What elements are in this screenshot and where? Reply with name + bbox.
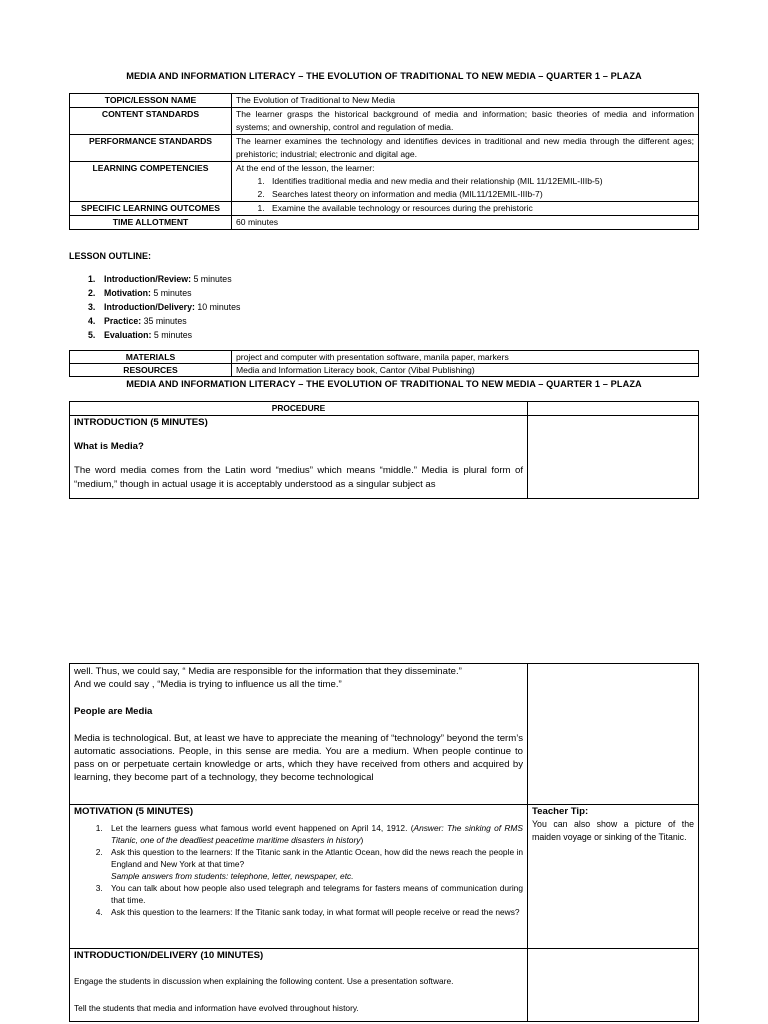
table-row [70, 135, 699, 162]
table-row [70, 216, 699, 230]
document-title: MEDIA AND INFORMATION LITERACY – THE EVOLUTION OF TRADITIONAL TO NEW MEDIA – QUARTER 1 – PLAZA [126, 71, 642, 81]
learning-outcomes-value [232, 202, 699, 216]
content-standards-value: The learner grasps the historical background of media and information; basic theories of media and information systems; and ownership, control and regulation of media. [232, 108, 699, 135]
lesson-outline-list [88, 272, 240, 342]
delivery-cell [70, 949, 528, 1022]
list-item: 2. Motivation: 5 minutes [88, 288, 192, 298]
learning-competencies-label: LEARNING COMPETENCIES [70, 162, 232, 202]
continued-line: And we could say , “Media is trying to influence us all the time.” [74, 679, 342, 690]
table-row [70, 108, 699, 135]
resources-label: RESOURCES [70, 364, 232, 377]
list-item: 4. Practice: 35 minutes [88, 316, 187, 326]
time-allotment-label: TIME ALLOTMENT [70, 216, 232, 230]
table-row [70, 664, 699, 805]
continued-line: well. Thus, we could say, “ Media are responsible for the information that they disseminate.” [74, 666, 462, 677]
competencies-intro: At the end of the lesson, the learner: [236, 163, 375, 173]
table-row [70, 162, 699, 202]
motivation-list [74, 822, 523, 918]
procedure-table [69, 401, 699, 499]
table-row [70, 805, 699, 949]
list-item: 5. Evaluation: 5 minutes [88, 330, 193, 340]
list-item: 1. Let the learners guess what famous world event happened on April 14, 1912. (Answer: The sinking of RMS Titanic, one of the deadliest peacetime maritime disasters in history) [105, 822, 523, 846]
list-item: 3. Introduction/Delivery: 10 minutes [88, 302, 241, 312]
media-paragraph: The word media comes from the Latin word “medius” which means “middle.” Media is plural form of “medium,” though in actual usage it is acceptably understood as a singular subject as [74, 465, 523, 490]
teacher-tip-heading: Teacher Tip: [532, 806, 589, 817]
table-row [70, 949, 699, 1022]
list-item: 2. Ask this question to the learners: If the Titanic sank in the Atlantic Ocean, how did the news reach the people in England and New York at that time? Sample answers from students: telephone, letter, newspaper, etc. [105, 846, 523, 882]
notes-cell [528, 664, 699, 805]
time-allotment-value: 60 minutes [232, 216, 699, 230]
performance-standards-value: The learner examines the technology and identifies devices in traditional and new media through the different ages; prehistoric; industrial; electronic and digital age. [232, 135, 699, 162]
resources-value: Media and Information Literacy book, Cantor (Vibal Publishing) [232, 364, 699, 377]
what-is-media-heading: What is Media? [74, 441, 144, 452]
materials-label: MATERIALS [70, 351, 232, 364]
topic-value: The Evolution of Traditional to New Media [232, 94, 699, 108]
people-paragraph: Media is technological. But, at least we have to appreciate the meaning of “technology” beyond the term’s automatic associations. People, in this sense are media. You are a medium. When people continue to pass on or perpetuate certain knowledge or arts, which they have received from others and acquired by learning, they become part of a technology, they become technological [74, 733, 523, 783]
content-standards-label: CONTENT STANDARDS [70, 108, 232, 135]
lesson-info-table [69, 93, 699, 230]
table-row [70, 202, 699, 216]
procedure-table-continued [69, 663, 699, 1022]
list-item: 4. Ask this question to the learners: If the Titanic sank today, in what format will people receive or read the news? [105, 906, 523, 918]
outcome-item: 1. Examine the available technology or resources during the prehistoric [267, 202, 694, 215]
delivery-line: Tell the students that media and information have evolved throughout history. [74, 1003, 359, 1013]
topic-label: TOPIC/LESSON NAME [70, 94, 232, 108]
table-row [70, 416, 699, 499]
list-item: 3. You can talk about how people also used telegraph and telegrams for fasters means of communication during that time. [105, 882, 523, 906]
introduction-heading: INTRODUCTION (5 MINUTES) [74, 417, 208, 428]
motivation-heading: MOTIVATION (5 MINUTES) [74, 806, 194, 817]
motivation-cell [70, 805, 528, 949]
materials-value: project and computer with presentation software, manila paper, markers [232, 351, 699, 364]
learning-competencies-value [232, 162, 699, 202]
document-title: MEDIA AND INFORMATION LITERACY – THE EVOLUTION OF TRADITIONAL TO NEW MEDIA – QUARTER 1 – PLAZA [126, 379, 642, 389]
delivery-notes-cell [528, 949, 699, 1022]
procedure-header: PROCEDURE [70, 402, 528, 416]
delivery-line: Engage the students in discussion when explaining the following content. Use a presentation software. [74, 976, 454, 986]
list-item: 1. Introduction/Review: 5 minutes [88, 274, 232, 284]
competency-item: 2. Searches latest theory on information and media (MIL11/12EMIL-IIIb-7) [267, 188, 694, 201]
people-are-media-heading: People are Media [74, 706, 153, 717]
performance-standards-label: PERFORMANCE STANDARDS [70, 135, 232, 162]
table-row [70, 94, 699, 108]
introduction-cell [70, 416, 528, 499]
lesson-outline-heading: LESSON OUTLINE: [69, 251, 152, 261]
teacher-tip-cell [528, 805, 699, 949]
competency-item: 1. Identifies traditional media and new media and their relationship (MIL 11/12EMIL-IIIb-5) [267, 175, 694, 188]
teacher-tip-text: You can also show a picture of the maiden voyage or sinking of the Titanic. [532, 819, 694, 842]
table-row [70, 402, 699, 416]
procedure-header-blank [528, 402, 699, 416]
materials-table [69, 350, 699, 377]
introduction-notes-cell [528, 416, 699, 499]
delivery-heading: INTRODUCTION/DELIVERY (10 MINUTES) [74, 950, 264, 961]
table-row [70, 351, 699, 364]
media-continued-cell [70, 664, 528, 805]
learning-outcomes-label: SPECIFIC LEARNING OUTCOMES [70, 202, 232, 216]
table-row [70, 364, 699, 377]
